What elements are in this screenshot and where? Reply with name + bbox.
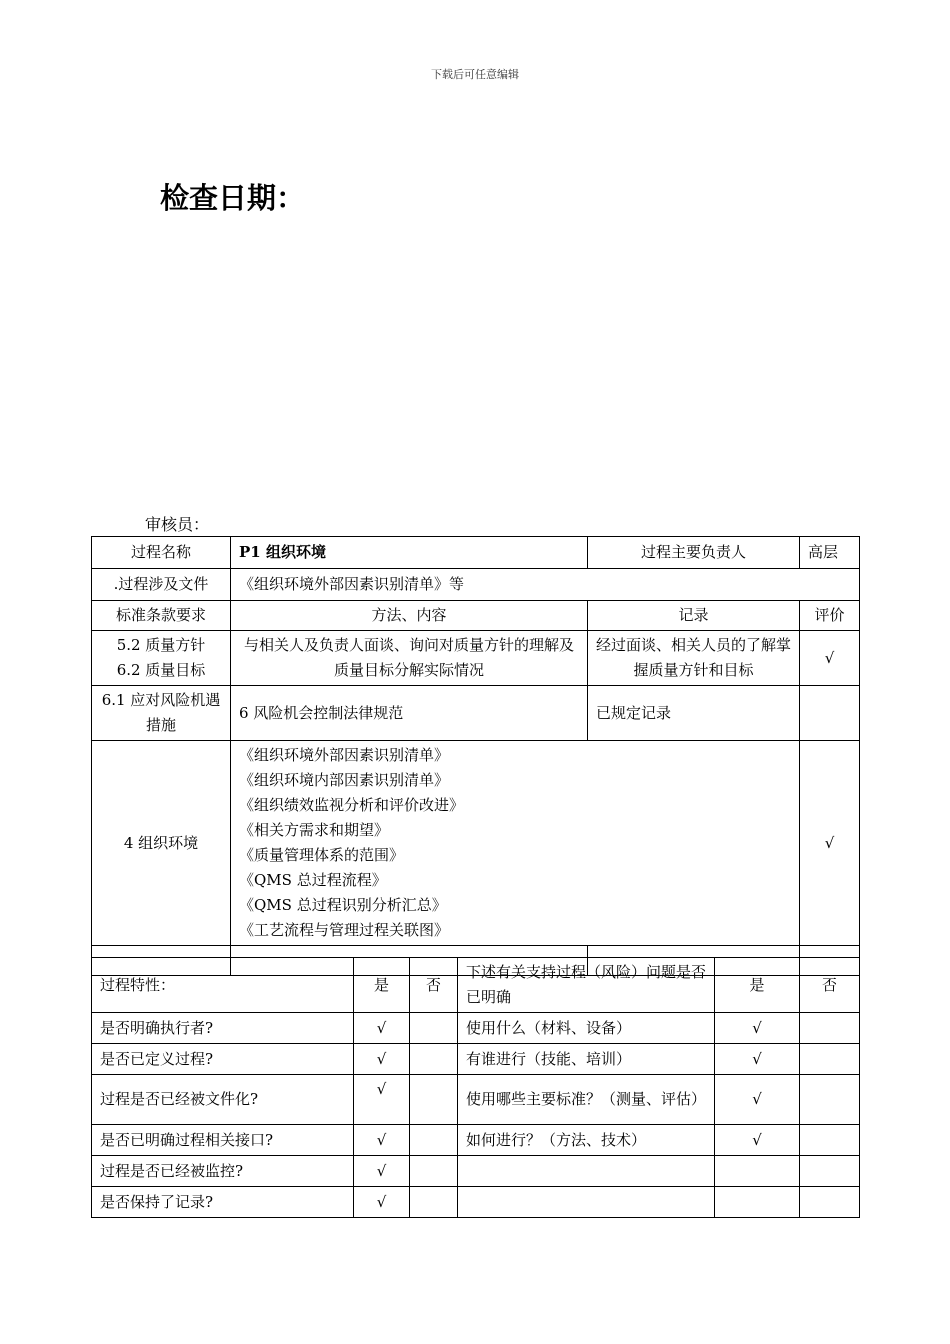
support-question-cell: 使用什么（材料、设备） [458,1013,715,1044]
question-cell: 是否已定义过程? [92,1044,354,1075]
yes-header: 是 [715,958,800,1013]
yes-mark: √ [354,1187,410,1218]
document-item: 《质量管理体系的范围》 [239,846,405,864]
header-clause: 标准条款要求 [92,601,231,631]
table-row [92,1075,860,1125]
yes-mark: √ [354,1125,410,1156]
process-table [91,536,860,976]
eval-mark [800,686,860,741]
yes-mark [715,1187,800,1218]
table-row [92,741,860,946]
yes-mark: √ [715,1013,800,1044]
no-mark [410,1187,458,1218]
eval-mark: √ [800,631,860,686]
clause-line: 6.2 质量目标 [116,661,206,679]
document-item: 《组织绩效监视分析和评价改进》 [239,796,465,814]
check-date-label: 检查日期： [160,181,306,215]
table-row [92,686,860,741]
clause-cell [92,631,231,686]
table-row [92,1044,860,1075]
question-cell: 过程是否已经被文件化? [92,1075,354,1125]
no-mark [410,1044,458,1075]
yes-mark: √ [354,1044,410,1075]
document-item: 《相关方需求和期望》 [239,821,390,839]
yes-mark: √ [354,1013,410,1044]
question-cell: 是否已明确过程相关接口? [92,1125,354,1156]
yes-header: 是 [354,958,410,1013]
support-question-cell [458,1187,715,1218]
record-cell: 已规定记录 [588,686,800,741]
no-mark [800,1187,860,1218]
yes-mark: √ [715,1044,800,1075]
eval-mark: √ [800,741,860,946]
yes-mark: √ [354,1075,410,1125]
no-mark [800,1156,860,1187]
process-files-value: 《组织环境外部因素识别清单》等 [231,569,860,601]
characteristics-table [91,957,860,1218]
no-mark [410,1156,458,1187]
no-header: 否 [410,958,458,1013]
process-owner-value: 高层 [800,537,860,569]
support-question-cell: 如何进行？（方法、技术） [458,1125,715,1156]
method-cell: 与相关人及负责人面谈、询问对质量方针的理解及质量目标分解实际情况 [231,631,588,686]
document-item: 《工艺流程与管理过程关联图》 [239,921,450,939]
question-cell: 是否明确执行者? [92,1013,354,1044]
table-row [92,1156,860,1187]
table-row [92,1187,860,1218]
table-row [92,1125,860,1156]
table-row [92,631,860,686]
header-note: 下载后可任意编辑 [431,68,519,81]
header-method: 方法、内容 [231,601,588,631]
support-question-cell [458,1156,715,1187]
no-mark [410,1013,458,1044]
no-mark [800,1044,860,1075]
question-cell: 过程是否已经被监控? [92,1156,354,1187]
clause-line: 5.2 质量方针 [116,636,206,654]
yes-mark: √ [715,1075,800,1125]
method-cell: 6 风险机会控制法律规范 [231,686,588,741]
document-item: 《QMS 总过程识别分析汇总》 [239,896,447,914]
no-header: 否 [800,958,860,1013]
header-eval: 评价 [800,601,860,631]
document-item: 《组织环境外部因素识别清单》 [239,746,450,764]
support-question-cell: 有谁进行（技能、培训） [458,1044,715,1075]
no-mark [800,1125,860,1156]
process-files-label: .过程涉及文件 [92,569,231,601]
characteristics-header: 过程特性： [92,958,354,1013]
process-owner-label: 过程主要负责人 [588,537,800,569]
yes-mark: √ [715,1125,800,1156]
document-list [231,741,800,946]
question-cell: 是否保持了记录? [92,1187,354,1218]
yes-mark: √ [354,1156,410,1187]
table-row [92,1013,860,1044]
support-header: 下述有关支持过程（风险）问题是否已明确 [458,958,715,1013]
process-name-label: 过程名称 [92,537,231,569]
record-cell: 经过面谈、相关人员的了解掌握质量方针和目标 [588,631,800,686]
yes-mark [715,1156,800,1187]
process-name-value: P1 组织环境 [231,537,588,569]
no-mark [800,1013,860,1044]
no-mark [800,1075,860,1125]
document-item: 《组织环境内部因素识别清单》 [239,771,450,789]
auditor-label: 审核员： [145,515,210,534]
clause-cell: 4 组织环境 [92,741,231,946]
document-item: 《QMS 总过程流程》 [239,871,387,889]
header-record: 记录 [588,601,800,631]
no-mark [410,1075,458,1125]
clause-cell: 6.1 应对风险机遇措施 [92,686,231,741]
no-mark [410,1125,458,1156]
support-question-cell: 使用哪些主要标准？（测量、评估） [458,1075,715,1125]
